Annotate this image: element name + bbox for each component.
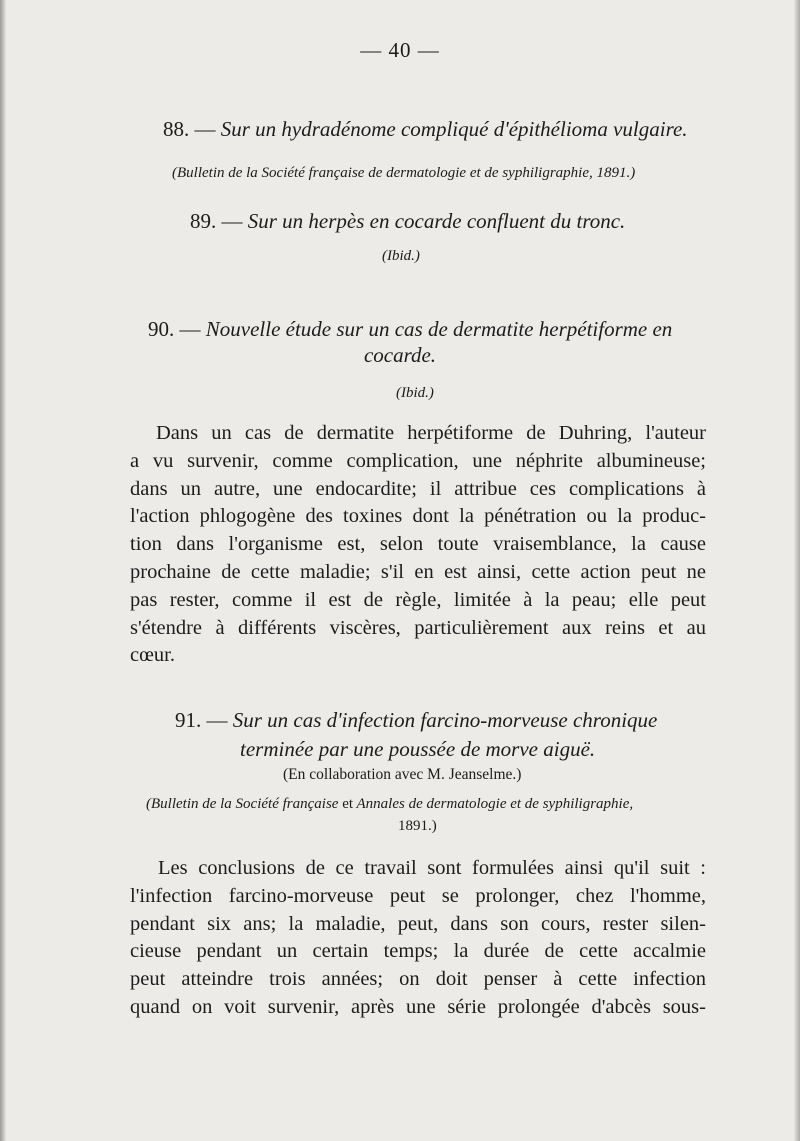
paragraph-line: l'infection farcino-morveuse peut se prolonger, chez l'homme, bbox=[130, 884, 706, 907]
paragraph-line: cieuse pendant un certain temps; la durée de cette accalmie bbox=[130, 940, 706, 963]
entry-number: 90. bbox=[148, 317, 175, 341]
entry-90-citation: (Ibid.) bbox=[396, 385, 434, 401]
paragraph-line: cœur. bbox=[130, 644, 175, 667]
paragraph-line: quand on voit survenir, après une série prolongée d'abcès sous- bbox=[130, 995, 706, 1018]
citation-part: Annales de dermatologie et de syphiligraphie, bbox=[356, 796, 634, 812]
entry-title-line1: Nouvelle étude sur un cas de dermatite herpétiforme en bbox=[205, 317, 673, 341]
entry-91-citation bbox=[146, 796, 633, 813]
entry-title: Sur un hydradénome compliqué d'épithélioma vulgaire. bbox=[220, 117, 688, 141]
paragraph-line: Les conclusions de ce travail sont formulées ainsi qu'il suit : bbox=[158, 857, 706, 879]
entry-title: Sur un herpès en cocarde confluent du tronc. bbox=[247, 209, 626, 233]
entry-91-citation-year: 1891.) bbox=[398, 818, 437, 834]
entry-90-paragraph bbox=[130, 420, 706, 670]
paragraph-line: l'action phlogogène des toxines dont la pénétration ou la produc- bbox=[130, 505, 706, 528]
entry-91-paragraph bbox=[130, 855, 706, 1022]
citation-conjunction: et bbox=[342, 796, 354, 812]
paragraph-line: dans un autre, une endocardite; il attribue ces complications à bbox=[130, 477, 706, 500]
paragraph-line: prochaine de cette maladie; s'il en est ainsi, cette action peut ne bbox=[130, 560, 706, 583]
paragraph-line: Dans un cas de dermatite herpétiforme de Duhring, l'auteur bbox=[156, 422, 706, 444]
paragraph-line: tion dans l'organisme est, selon toute vraisemblance, la cause bbox=[130, 533, 706, 556]
entry-91-heading-cont bbox=[240, 737, 595, 762]
entry-89-citation: (Ibid.) bbox=[382, 248, 420, 264]
entry-title-line2: cocarde. bbox=[363, 343, 437, 367]
paragraph-line: s'étendre à différents viscères, particulièrement aux reins et au bbox=[130, 616, 706, 639]
entry-number: 89. bbox=[190, 209, 217, 233]
paragraph-line: a vu survenir, comme complication, une néphrite albumineuse; bbox=[130, 449, 706, 472]
paragraph-line: pendant six ans; la maladie, peut, dans son cours, rester silen- bbox=[130, 912, 706, 935]
entry-91-collaboration: (En collaboration avec M. Jeanselme.) bbox=[283, 766, 522, 783]
citation-part: (Bulletin de la Société française bbox=[146, 796, 339, 812]
entry-88-citation: (Bulletin de la Société française de dermatologie et de syphiligraphie, 1891.) bbox=[172, 165, 636, 181]
entry-number: 88. bbox=[163, 117, 190, 141]
entry-90-heading: 90. — Nouvelle étude sur un cas de dermatite herpétiforme en bbox=[148, 317, 673, 341]
entry-91-heading: 91. — Sur un cas d'infection farcino-morveuse chronique bbox=[175, 708, 658, 732]
entry-88-heading: 88. — Sur un hydradénome compliqué d'épithélioma vulgaire. bbox=[163, 117, 688, 141]
entry-89-heading: 89. — Sur un herpès en cocarde confluent du tronc. bbox=[190, 209, 626, 233]
paragraph-line: peut atteindre trois années; on doit penser à cette infection bbox=[130, 968, 706, 991]
entry-number: 91. bbox=[175, 708, 202, 732]
page-number: — 40 — bbox=[360, 38, 440, 62]
paragraph-line: pas rester, comme il est de règle, limitée à la peau; elle peut bbox=[130, 588, 706, 611]
entry-title-line1: Sur un cas d'infection farcino-morveuse chronique bbox=[232, 708, 658, 732]
entry-title-line2: terminée par une poussée de morve aiguë. bbox=[240, 737, 596, 761]
entry-90-heading-cont bbox=[0, 343, 800, 368]
